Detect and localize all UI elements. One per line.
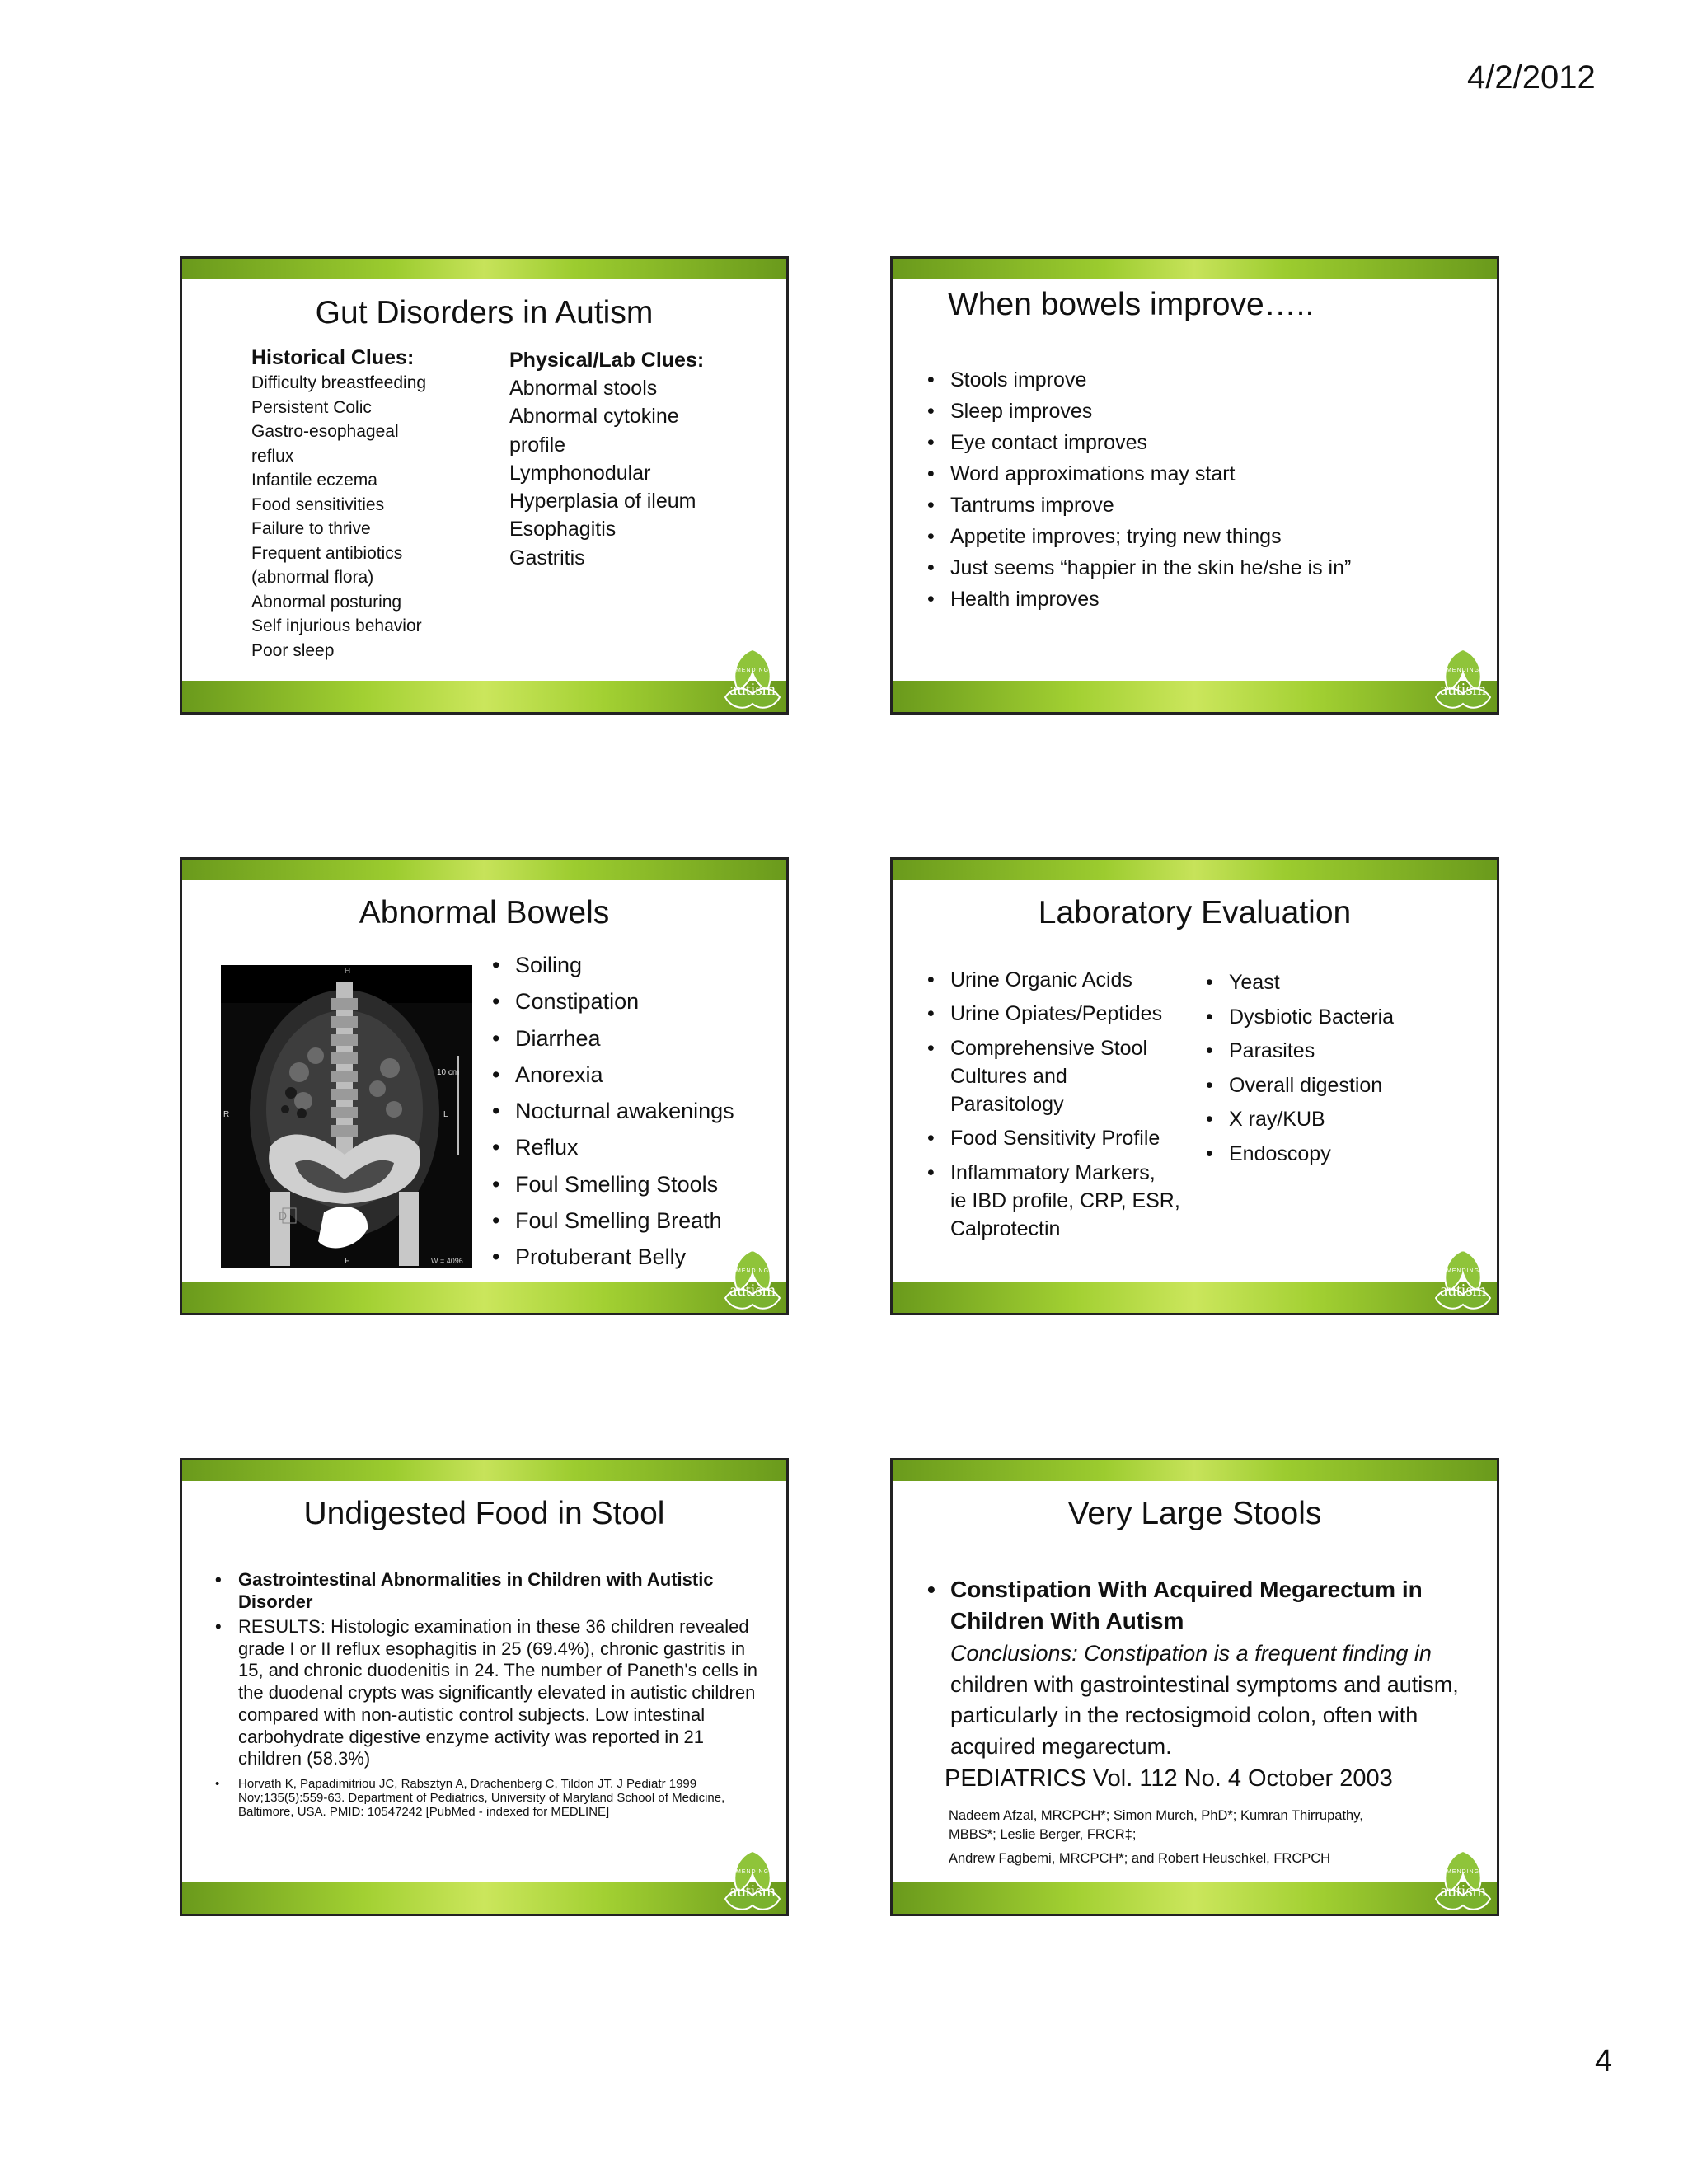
xray-label-h: H	[345, 967, 351, 976]
historical-clue: Persistent Colic	[251, 397, 372, 417]
list-item-line: Parasitology	[950, 1093, 1064, 1117]
list-item-line: • Food Sensitivity Profile	[950, 1127, 1160, 1151]
list-item	[927, 1124, 1199, 1152]
historical-clue: Food sensitivities	[251, 494, 385, 514]
authors-line: Andrew Fagbemi, MRCPCH*; and Robert Heuschkel, FRCPCH	[949, 1851, 1331, 1866]
list-item-line: Calprotectin	[950, 1217, 1061, 1241]
slide-when-bowels-improve	[890, 256, 1499, 715]
conclusions-text	[950, 1638, 1486, 1762]
lab-clues-heading: Physical/Lab Clues:	[509, 349, 705, 372]
lab-clue: Esophagitis	[509, 518, 617, 541]
slide-top-bar	[182, 1460, 786, 1481]
logo-word: autism	[1440, 679, 1486, 699]
list-item: • Tantrums improve	[927, 490, 1488, 521]
slide-bottom-bar	[182, 681, 786, 712]
slide-abnormal-bowels	[180, 857, 789, 1315]
historical-clue: Gastro-esophageal	[251, 422, 399, 441]
citation-bullet: • Horvath K, Papadimitriou JC, Rabsztyn A, Drachenberg C, Tildon JT. J Pediatr 1999 Nov;135(5):559-63. Department of Pediatrics, University of Maryland School of Medicine, Baltimore, USA. PMID: 10547242 [PubMed - indexed for MEDLINE]	[215, 1777, 759, 1820]
slide-undigested-food	[180, 1458, 789, 1916]
historical-clue: Self injurious behavior	[251, 616, 422, 635]
list-item: • Word approximations may start	[927, 458, 1488, 490]
list-item-line: Cultures and	[950, 1064, 1067, 1088]
logo-small-text: MENDING	[1446, 1268, 1480, 1274]
lab-clues-column	[509, 346, 757, 572]
lab-clues-list	[509, 374, 757, 572]
list-item: • Parasites	[1206, 1034, 1478, 1069]
slide-bottom-bar	[893, 1882, 1497, 1914]
slide-title: Undigested Food in Stool	[303, 1496, 665, 1531]
list-item: • Health improves	[927, 583, 1488, 615]
mending-autism-logo	[1431, 1245, 1495, 1311]
study-bullets	[215, 1569, 759, 1820]
authors-line: MBBS*; Leslie Berger, FRCR‡;	[949, 1827, 1137, 1842]
list-item-line: • Comprehensive Stool	[950, 1036, 1148, 1060]
slide-gut-disorders	[180, 256, 789, 715]
logo-small-text: MENDING	[1446, 1869, 1480, 1875]
list-item: • Sleep improves	[927, 396, 1488, 427]
mending-autism-logo	[720, 1245, 785, 1311]
slide-title: Abnormal Bowels	[359, 895, 610, 930]
list-item: • Anorexia	[492, 1057, 781, 1093]
list-item: • Stools improve	[927, 364, 1488, 396]
historical-clue: Difficulty breastfeeding	[251, 373, 427, 392]
historical-clue: Failure to thrive	[251, 519, 371, 538]
slide-laboratory-evaluation	[890, 857, 1499, 1315]
logo-word: autism	[1440, 1881, 1486, 1900]
slide-top-bar	[893, 860, 1497, 880]
xray-window-label: W = 4096	[431, 1257, 463, 1265]
lab-clue: Abnormal cytokine	[509, 405, 679, 429]
slide-bottom-bar	[182, 1282, 786, 1313]
list-item: • Endoscopy	[1206, 1137, 1478, 1172]
slide-bottom-bar	[182, 1882, 786, 1914]
logo-word: autism	[729, 679, 776, 699]
xray-label-d: D	[279, 1209, 288, 1222]
lab-clue: Lymphonodular	[509, 461, 651, 485]
historical-clues-column	[251, 344, 499, 663]
historical-clue: reflux	[251, 446, 294, 466]
slide-top-bar	[893, 1460, 1497, 1481]
historical-clue: Infantile eczema	[251, 471, 377, 490]
list-item: • Foul Smelling Breath	[492, 1202, 781, 1239]
logo-small-text: MENDING	[735, 1869, 770, 1875]
results-bullet: • RESULTS: Histologic examination in these 36 children revealed grade I or II reflux esophagitis in 25 (69.4%), chronic gastritis in 15, and chronic duodenitis in 24. The number of Paneth's cells in the duodenal crypts was significantly elevated in autistic children compared with non-autistic control subjects. Low intestinal carbohydrate digestive enzyme activity was reported in 21 children (58.3%)	[215, 1616, 759, 1770]
lab-clue: profile	[509, 433, 566, 457]
slide-top-bar	[893, 259, 1497, 279]
study-title-bullet: • Constipation With Acquired Megarectum in Children With Autism	[927, 1574, 1479, 1637]
lab-clue: Abnormal stools	[509, 377, 658, 400]
slide-title: When bowels improve…..	[948, 287, 1315, 322]
historical-clue: Frequent antibiotics	[251, 543, 403, 563]
study-title-bullet: • Gastrointestinal Abnormalities in Children with Autistic Disorder	[215, 1569, 759, 1613]
abdominal-xray-image	[221, 965, 472, 1268]
logo-word: autism	[729, 1881, 776, 1900]
logo-word: autism	[1440, 1280, 1486, 1300]
list-item: • Foul Smelling Stools	[492, 1166, 781, 1202]
list-item: • Soiling	[492, 947, 781, 983]
lab-clue: Gastritis	[509, 546, 585, 569]
authors-line: Nadeem Afzal, MRCPCH*; Simon Murch, PhD*; Kumran Thirrupathy,	[949, 1808, 1363, 1823]
slide-very-large-stools	[890, 1458, 1499, 1916]
mending-autism-logo	[1431, 1846, 1495, 1912]
slide-bottom-bar	[893, 1282, 1497, 1313]
list-item: • Just seems “happier in the skin he/she is in”	[927, 552, 1488, 583]
list-item-line: • Inflammatory Markers,	[950, 1160, 1156, 1184]
page-date: 4/2/2012	[1467, 59, 1596, 96]
list-item	[927, 1000, 1199, 1028]
historical-clues-heading: Historical Clues:	[251, 346, 415, 369]
xray-label-r: R	[223, 1110, 230, 1119]
slide-bottom-bar	[893, 681, 1497, 712]
list-item-line: • Urine Opiates/Peptides	[950, 1002, 1163, 1026]
list-item: • Yeast	[1206, 966, 1478, 1001]
list-item-line: • Urine Organic Acids	[950, 968, 1132, 991]
improvement-list	[927, 364, 1488, 615]
list-item-line: ie IBD profile, CRP, ESR,	[950, 1189, 1180, 1213]
megarectum-study	[927, 1574, 1479, 1637]
list-item: • Dysbiotic Bacteria	[1206, 1001, 1478, 1035]
historical-clue: (abnormal flora)	[251, 568, 374, 587]
slide-title: Very Large Stools	[1067, 1496, 1322, 1531]
abnormal-bowels-list	[492, 947, 781, 1276]
slide-title: Gut Disorders in Autism	[315, 295, 654, 330]
logo-word: autism	[729, 1280, 776, 1300]
list-item	[927, 1034, 1199, 1119]
historical-clue: Poor sleep	[251, 640, 335, 660]
logo-small-text: MENDING	[735, 1268, 770, 1274]
lab-evaluation-right-list	[1206, 966, 1478, 1171]
historical-clue: Abnormal posturing	[251, 592, 402, 612]
logo-small-text: MENDING	[735, 668, 770, 673]
lab-evaluation-left-list	[927, 966, 1199, 1249]
list-item: • X ray/KUB	[1206, 1103, 1478, 1137]
mending-autism-logo	[1431, 644, 1495, 710]
list-item: • Appetite improves; trying new things	[927, 521, 1488, 552]
list-item: • Reflux	[492, 1129, 781, 1165]
slide-top-bar	[182, 259, 786, 279]
historical-clues-list	[251, 371, 499, 663]
list-item: • Overall digestion	[1206, 1069, 1478, 1104]
slide-top-bar	[182, 860, 786, 880]
list-item	[927, 966, 1199, 994]
list-item: • Eye contact improves	[927, 427, 1488, 458]
conclusions-body: children with gastrointestinal symptoms and autism, particularly in the rectosigmoid colon, often with acquired megarectum.	[950, 1671, 1459, 1759]
logo-small-text: MENDING	[1446, 668, 1480, 673]
xray-label-f: F	[345, 1257, 350, 1266]
xray-label-l: L	[443, 1110, 448, 1119]
slide-title: Laboratory Evaluation	[1038, 895, 1352, 930]
list-item: • Constipation	[492, 983, 781, 1019]
list-item: • Diarrhea	[492, 1020, 781, 1057]
mending-autism-logo	[720, 1846, 785, 1912]
journal-reference: PEDIATRICS Vol. 112 No. 4 October 2003	[945, 1765, 1393, 1792]
list-item	[927, 1159, 1199, 1244]
mending-autism-logo	[720, 644, 785, 710]
conclusions-label: Conclusions: Constipation is a frequent finding in	[950, 1641, 1432, 1666]
authors-list	[949, 1807, 1363, 1868]
list-item: • Nocturnal awakenings	[492, 1093, 781, 1129]
lab-clue: Hyperplasia of ileum	[509, 490, 696, 513]
xray-scale-label: 10 cm	[437, 1068, 460, 1077]
page-number: 4	[1595, 2044, 1613, 2079]
list-item: • Protuberant Belly	[492, 1239, 781, 1275]
